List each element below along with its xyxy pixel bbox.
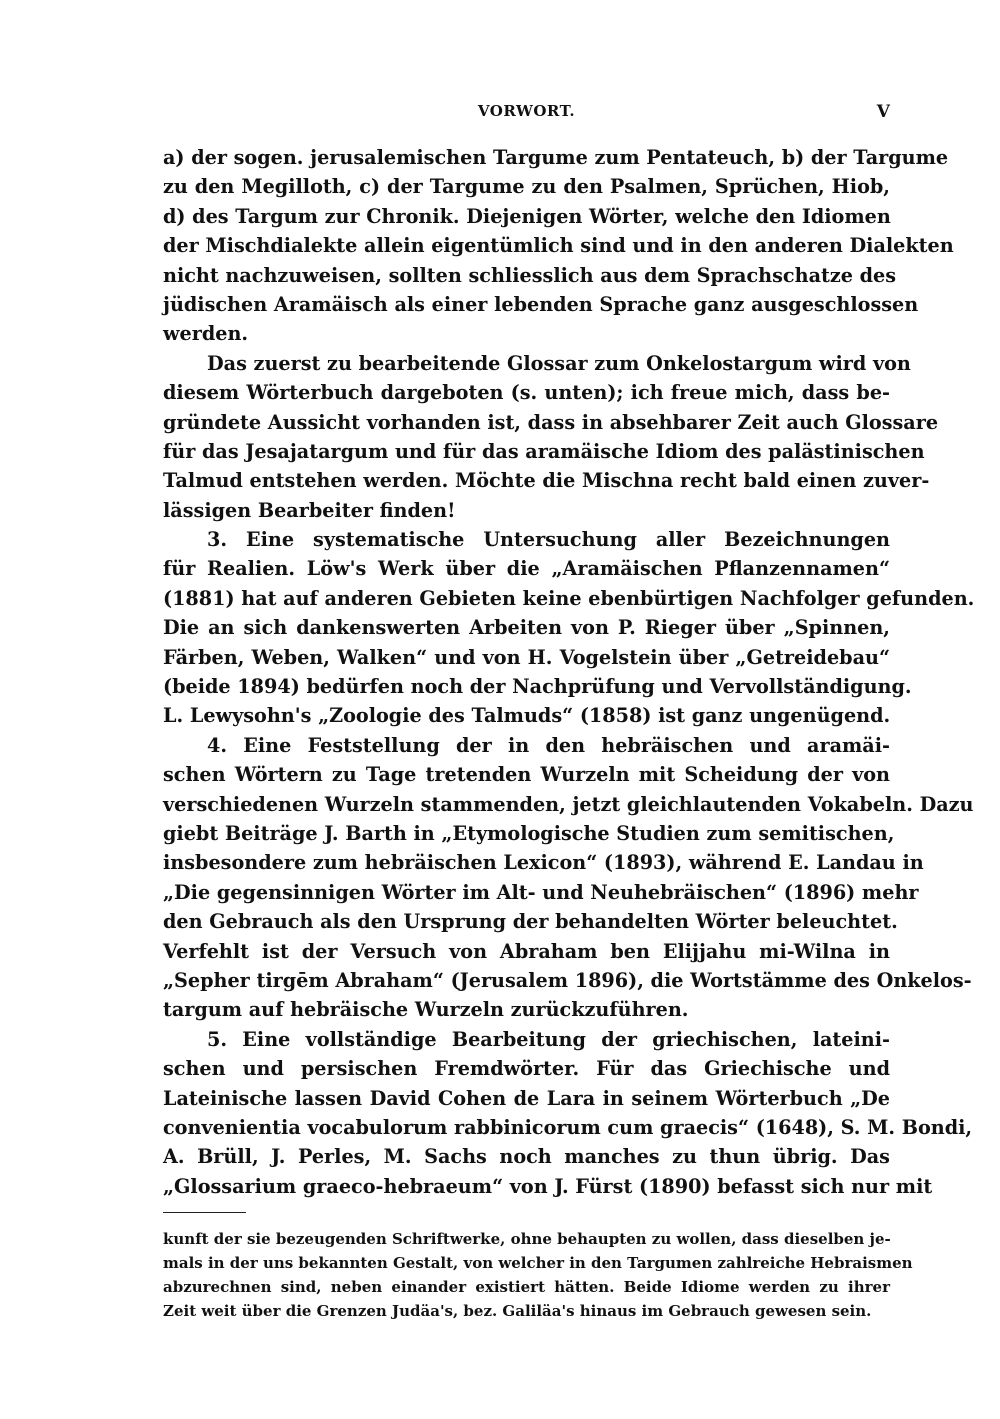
section-heading-line: 5. Eine vollständige Bearbeitung der griechischen, lateini- — [207, 1027, 890, 1051]
section-heading-line: 4. Eine Feststellung der in den hebräischen und aramäi- — [207, 733, 890, 757]
section-heading-line: 3. Eine systematische Untersuchung aller Bezeichnungen — [207, 528, 890, 552]
footnote-divider — [163, 1212, 246, 1213]
text-line: Talmud entstehen werden. Möchte die Mischna recht bald einen zuver- — [163, 469, 930, 493]
text-line: werden. — [163, 322, 249, 346]
text-line: Verfehlt ist der Versuch von Abraham ben Elijjahu mi-Wilna in — [163, 939, 890, 963]
text-line: zu den Megilloth, c) der Targume zu den Psalmen, Sprüchen, Hiob, — [163, 175, 890, 199]
text-line: schen und persischen Fremdwörter. Für das Griechische und — [163, 1057, 890, 1081]
text-line: für Realien. Löw's Werk über die „Aramäischen Pflanzennamen“ — [163, 557, 890, 581]
text-line: nicht nachzuweisen, sollten schliesslich aus dem Sprachschatze des — [163, 263, 897, 287]
text-line: jüdischen Aramäisch als einer lebenden Sprache ganz ausgeschlossen — [163, 292, 919, 316]
text-line: diesem Wörterbuch dargeboten (s. unten); ich freue mich, dass be- — [163, 381, 890, 405]
text-line: A. Brüll, J. Perles, M. Sachs noch manches zu thun übrig. Das — [163, 1145, 890, 1169]
text-line: „Die gegensinnigen Wörter im Alt- und Neuhebräischen“ (1896) mehr — [163, 880, 919, 904]
footnote-line: kunft der sie bezeugenden Schriftwerke, ohne behaupten zu wollen, dass dieselben je- — [163, 1230, 891, 1248]
text-line: schen Wörtern zu Tage tretenden Wurzeln mit Scheidung der von — [163, 763, 890, 787]
text-line: giebt Beiträge J. Barth in „Etymologische Studien zum semitischen, — [163, 821, 895, 845]
text-line: Das zuerst zu bearbeitende Glossar zum Onkelostargum wird von — [207, 351, 911, 375]
text-line: Lateinische lassen David Cohen de Lara in seinem Wörterbuch „De — [163, 1086, 890, 1110]
text-line: targum auf hebräische Wurzeln zurückzuführen. — [163, 998, 689, 1022]
footnote-line: abzurechnen sind, neben einander existiert hätten. Beide Idiome werden zu ihrer — [163, 1278, 890, 1296]
text-line: insbesondere zum hebräischen Lexicon“ (1893), während E. Landau in — [163, 851, 924, 875]
text-line: „Glossarium graeco-hebraeum“ von J. Fürst (1890) befasst sich nur mit — [163, 1174, 933, 1198]
text-line: gründete Aussicht vorhanden ist, dass in absehbarer Zeit auch Glossare — [163, 410, 939, 434]
text-line: für das Jesajatargum und für das aramäische Idiom des palästinischen — [163, 439, 925, 463]
footnote-line: Zeit weit über die Grenzen Judäa's, bez. Galiläa's hinaus im Gebrauch gewesen sein. — [163, 1302, 872, 1320]
text-line: lässigen Bearbeiter finden! — [163, 498, 456, 522]
text-line: convenientia vocabulorum rabbinicorum cum graecis“ (1648), S. M. Bondi, — [163, 1115, 973, 1139]
text-line: Die an sich dankenswerten Arbeiten von P. Rieger über „Spinnen, — [163, 616, 890, 640]
text-line: der Mischdialekte allein eigentümlich sind und in den anderen Dialekten — [163, 234, 954, 258]
text-line: a) der sogen. jerusalemischen Targume zum Pentateuch, b) der Targume — [163, 146, 949, 169]
footnote — [163, 1227, 913, 1323]
text-line: d) des Targum zur Chronik. Diejenigen Wörter, welche den Idiomen — [163, 204, 891, 228]
running-title: VORWORT. — [477, 102, 576, 120]
running-header — [163, 102, 890, 126]
text-line: den Gebrauch als den Ursprung der behandelten Wörter beleuchtet. — [163, 910, 898, 934]
text-line: Färben, Weben, Walken“ und von H. Vogelstein über „Getreidebau“ — [163, 645, 890, 669]
main-text — [163, 143, 975, 1201]
text-line: (1881) hat auf anderen Gebieten keine ebenbürtigen Nachfolger gefunden. — [163, 586, 975, 610]
text-line: verschiedenen Wurzeln stammenden, jetzt gleichlautenden Vokabeln. Dazu — [163, 792, 974, 816]
text-line: L. Lewysohn's „Zoologie des Talmuds“ (1858) ist ganz ungenügend. — [163, 704, 891, 728]
footnote-line: mals in der uns bekannten Gestalt, von welcher in den Targumen zahlreiche Hebraismen — [163, 1254, 913, 1272]
page-number: V — [876, 102, 890, 122]
text-line: „Sepher tirgēm Abraham“ (Jerusalem 1896), die Wortstämme des Onkelos- — [163, 968, 972, 992]
text-line: (beide 1894) bedürfen noch der Nachprüfung und Vervollständigung. — [163, 675, 912, 699]
